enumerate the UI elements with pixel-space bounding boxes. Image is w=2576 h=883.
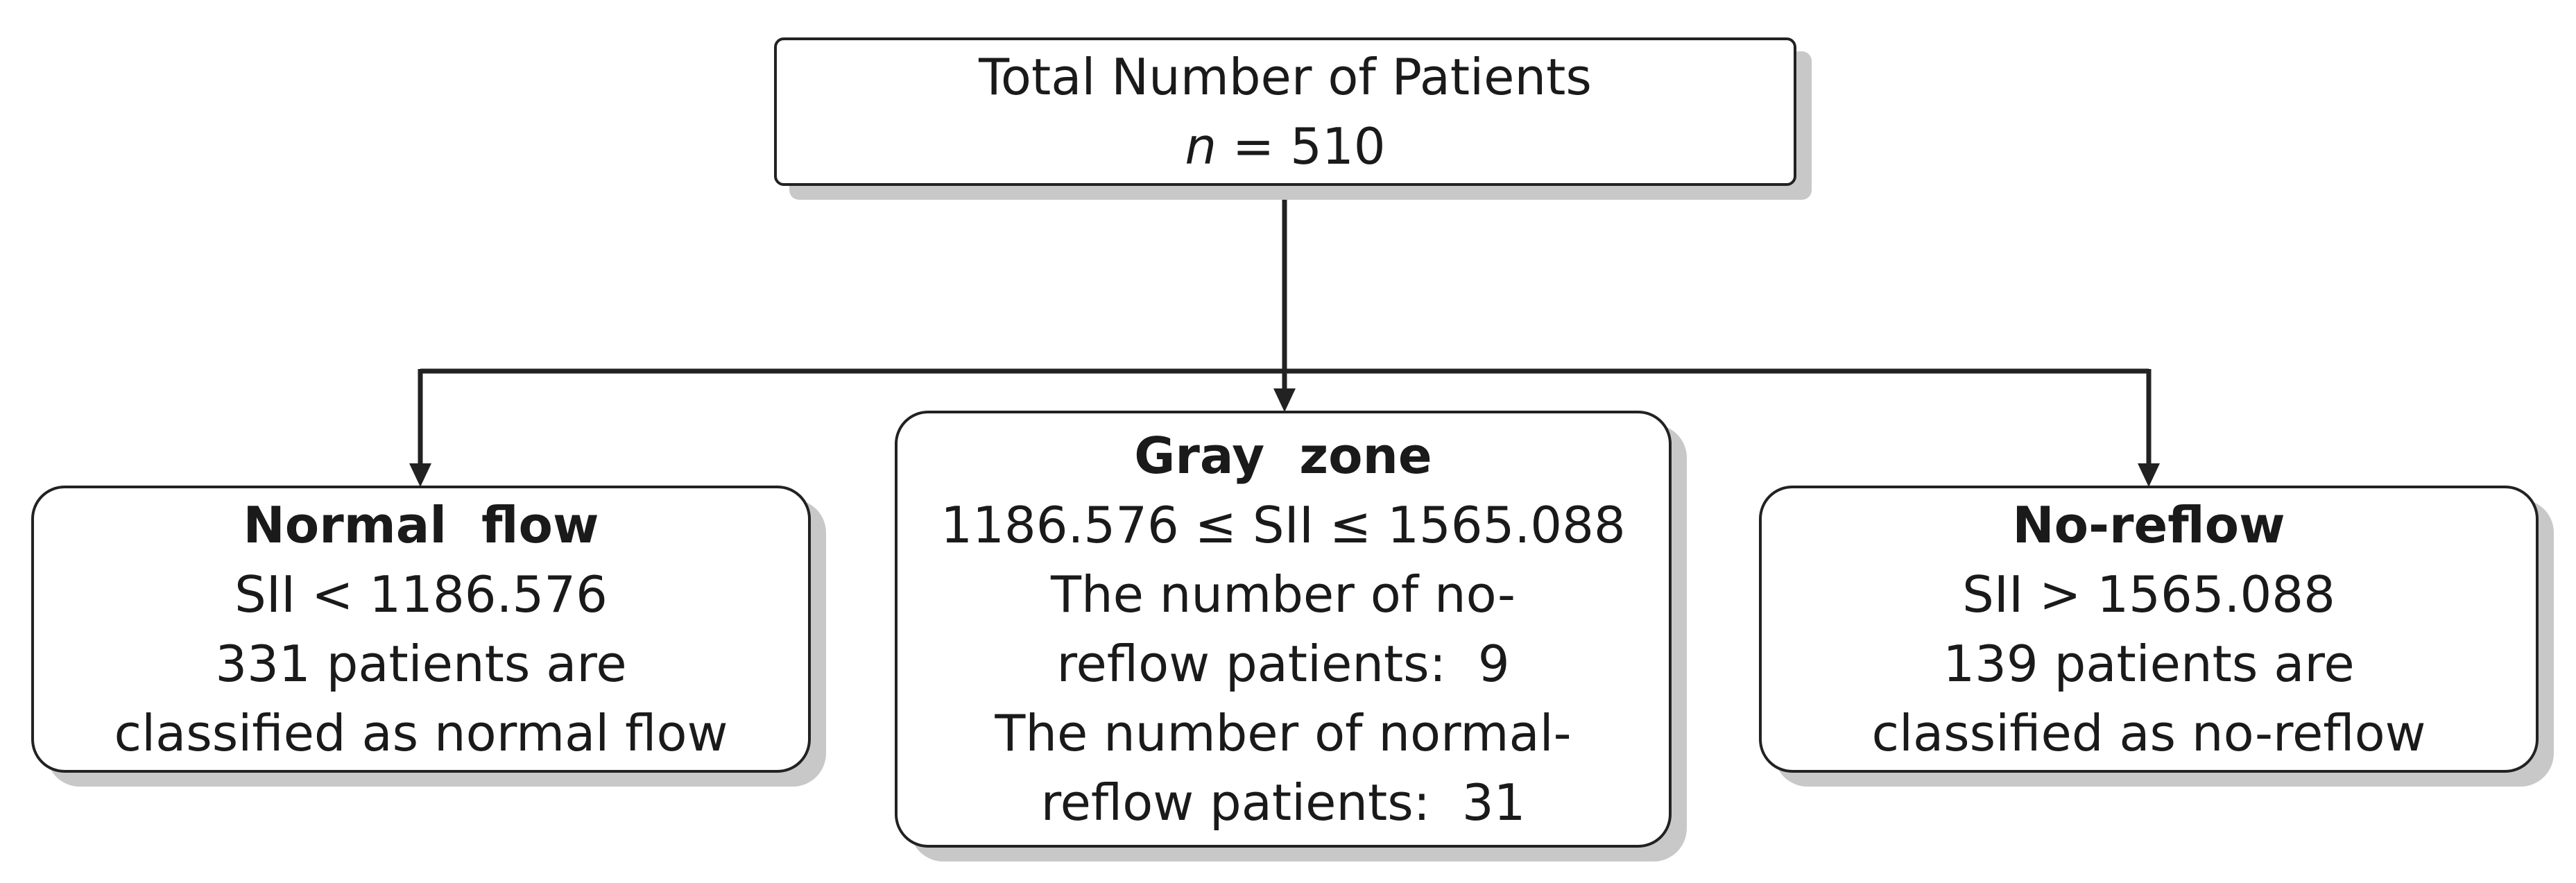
arrowhead-no-reflow xyxy=(2138,463,2160,487)
normal-flow-condition: SII < 1186.576 xyxy=(234,565,608,624)
no-reflow-title: No-reflow xyxy=(2012,496,2285,554)
no-reflow-condition: SII > 1565.088 xyxy=(1962,565,2335,624)
gray-zone-desc-1: The number of no- xyxy=(1051,565,1515,624)
normal-flow-desc-2: classified as normal flow xyxy=(114,704,728,762)
gray-zone-desc-4: reflow patients: 31 xyxy=(1040,773,1526,832)
total-patients-label: Total Number of Patients xyxy=(979,48,1592,106)
arrowhead-gray xyxy=(1273,388,1296,412)
equals-sign: = xyxy=(1217,117,1291,175)
normal-flow-desc-1: 331 patients are xyxy=(215,635,627,693)
gray-zone-desc-2: reflow patients: 9 xyxy=(1056,635,1510,693)
normal-flow-title: Normal flow xyxy=(243,496,599,554)
arrowhead-normal-flow xyxy=(409,463,431,487)
no-reflow-desc-1: 139 patients are xyxy=(1943,635,2355,693)
total-patients-count xyxy=(1185,112,1385,181)
n-variable: n xyxy=(1185,117,1217,175)
gray-zone-box xyxy=(895,411,1672,848)
total-patients-box xyxy=(774,37,1796,186)
gray-zone-condition: 1186.576 ≤ SII ≤ 1565.088 xyxy=(941,496,1626,554)
no-reflow-desc-2: classified as no-reflow xyxy=(1871,704,2426,762)
normal-flow-box xyxy=(31,486,811,773)
n-value: 510 xyxy=(1290,117,1386,175)
gray-zone-desc-3: The number of normal- xyxy=(995,704,1572,762)
gray-zone-title: Gray zone xyxy=(1134,427,1432,485)
no-reflow-box xyxy=(1759,486,2539,773)
